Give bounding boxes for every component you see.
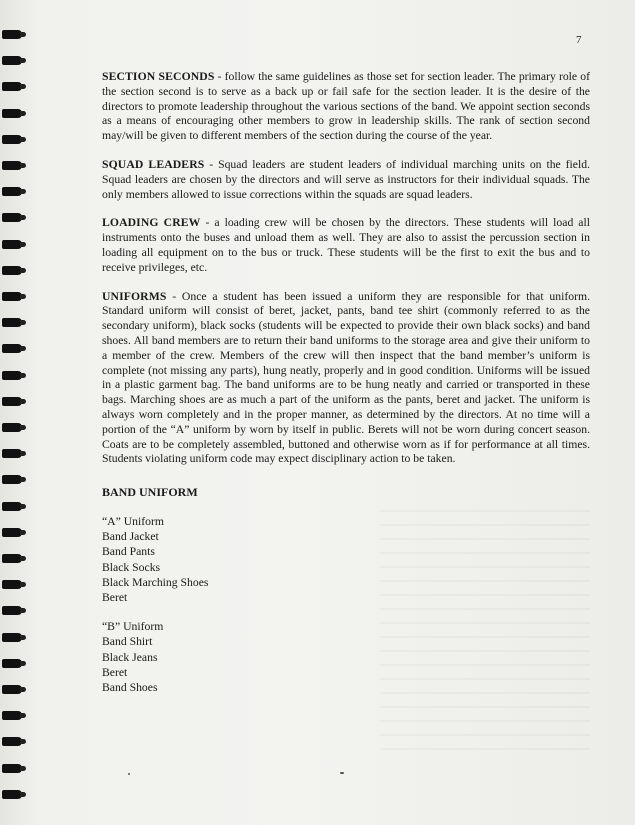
binding-coil: [2, 82, 22, 91]
list-item: Band Pants: [102, 545, 155, 559]
spiral-binding: [0, 0, 30, 825]
binding-coil: [2, 371, 22, 380]
binding-coil: [2, 135, 22, 144]
list-item: “A” Uniform: [102, 514, 164, 528]
scan-speck: [128, 773, 130, 775]
loading-crew-body: - a loading crew will be chosen by the directors. These students will load all instruments onto the buses and unload them as well. They are also to assist the percussion section in loading all equipment on to the bus or truck. These students will be the first to exit the bus and to receive privileges, etc.: [102, 216, 590, 274]
show-through-line: [380, 566, 590, 568]
binding-coil: [2, 292, 22, 301]
section-seconds-paragraph: [102, 70, 590, 144]
binding-coil: [2, 344, 22, 353]
band-uniform-heading: BAND UNIFORM: [102, 485, 198, 500]
binding-coil: [2, 502, 22, 511]
show-through-line: [380, 608, 590, 610]
binding-coil: [2, 737, 22, 746]
binding-coil: [2, 764, 22, 773]
show-through-line: [380, 636, 590, 638]
show-through-line: [380, 720, 590, 722]
show-through-line: [380, 748, 590, 750]
a-uniform-list: [102, 514, 590, 605]
uniforms-body: - Once a student has been issued a uniform they are responsible for that uniform. Standard uniform will consist of beret, jacket, pants, band tee shirt (commonly referred to as the secondary uniform), black socks (students will be expected to provide their own black socks) and band shoes. All band members are to return their band uniforms to the storage area and give their uniform to a member of the crew. Members of the crew will then inspect that the band member’s uniform is complete (not missing any parts), hung neatly, properly and in good condition. Uniforms will be issued in a plastic garment bag. The band uniforms are to be hung neatly and carried or transported in these bags. Marching shoes are as much a part of the uniform as the pants, beret and jacket. The uniform is always worn completely and in the proper manner, as determined by the directors. At no time will a portion of the “A” uniform by worn by itself in public. Berets will not be worn during concert season. Coats are to be completely assembled, buttoned and otherwise worn as if for performance at all times. Students violating uniform code may expect disciplinary action to be taken.: [102, 289, 590, 466]
show-through-line: [380, 580, 590, 582]
list-item: Band Jacket: [102, 530, 159, 544]
show-through-line: [380, 552, 590, 554]
list-item: Band Shirt: [102, 635, 153, 649]
show-through-line: [380, 650, 590, 652]
binding-coil: [2, 475, 22, 484]
list-item: Beret: [102, 665, 128, 679]
binding-coil: [2, 528, 22, 537]
show-through-line: [380, 692, 590, 694]
binding-coil: [2, 109, 22, 118]
loading-crew-heading: LOADING CREW: [102, 216, 201, 230]
page-content: [102, 70, 590, 709]
uniforms-paragraph: [102, 290, 590, 468]
list-item: “B” Uniform: [102, 620, 164, 634]
show-through-line: [380, 734, 590, 736]
squad-leaders-body: - Squad leaders are student leaders of individual marching units on the field. Squad leaders are chosen by the directors and will serve as instructors for their individual squads. The only members allowed to issue corrections within the squads are squad leaders.: [102, 157, 590, 201]
binding-coil: [2, 161, 22, 170]
binding-coil: [2, 423, 22, 432]
show-through-line: [380, 524, 590, 526]
show-through-line: [380, 510, 590, 512]
loading-crew-paragraph: [102, 216, 590, 275]
show-through-line: [380, 678, 590, 680]
binding-coil: [2, 685, 22, 694]
scan-speck: [340, 772, 344, 774]
list-item: Band Shoes: [102, 680, 158, 694]
show-through-line: [380, 538, 590, 540]
page-number: 7: [576, 34, 582, 46]
section-seconds-heading: SECTION SECONDS: [102, 70, 215, 83]
binding-coil: [2, 213, 22, 222]
uniforms-heading: UNIFORMS: [102, 289, 167, 303]
squad-leaders-heading: SQUAD LEADERS: [102, 157, 205, 171]
binding-coil: [2, 449, 22, 458]
binding-coil: [2, 266, 22, 275]
binding-coil: [2, 397, 22, 406]
binding-coil: [2, 554, 22, 563]
list-item: Black Jeans: [102, 650, 158, 664]
section-seconds-body: - follow the same guidelines as those set for section leader. The primary role of the section second is to serve as a back up or fail safe for the section leader. It is the desire of the directors to promote leadership throughout the various sections of the band. We appoint section seconds as a means of encouraging other members to grow in leadership skills. The rank of section second may/will be given to different members of the section during the course of the year.: [102, 70, 590, 143]
binding-coil: [2, 580, 22, 589]
binding-coil: [2, 790, 22, 799]
binding-coil: [2, 711, 22, 720]
binding-coil: [2, 56, 22, 65]
show-through-line: [380, 594, 590, 596]
b-uniform-list: [102, 619, 590, 695]
binding-coil: [2, 318, 22, 327]
squad-leaders-paragraph: [102, 158, 590, 202]
binding-coil: [2, 606, 22, 615]
show-through-line: [380, 706, 590, 708]
list-item: Black Marching Shoes: [102, 575, 209, 589]
list-item: Beret: [102, 590, 128, 604]
binding-coil: [2, 240, 22, 249]
binding-coil: [2, 659, 22, 668]
binding-coil: [2, 30, 22, 39]
show-through-line: [380, 622, 590, 624]
binding-coil: [2, 187, 22, 196]
binding-coil: [2, 633, 22, 642]
show-through-line: [380, 664, 590, 666]
list-item: Black Socks: [102, 560, 161, 574]
